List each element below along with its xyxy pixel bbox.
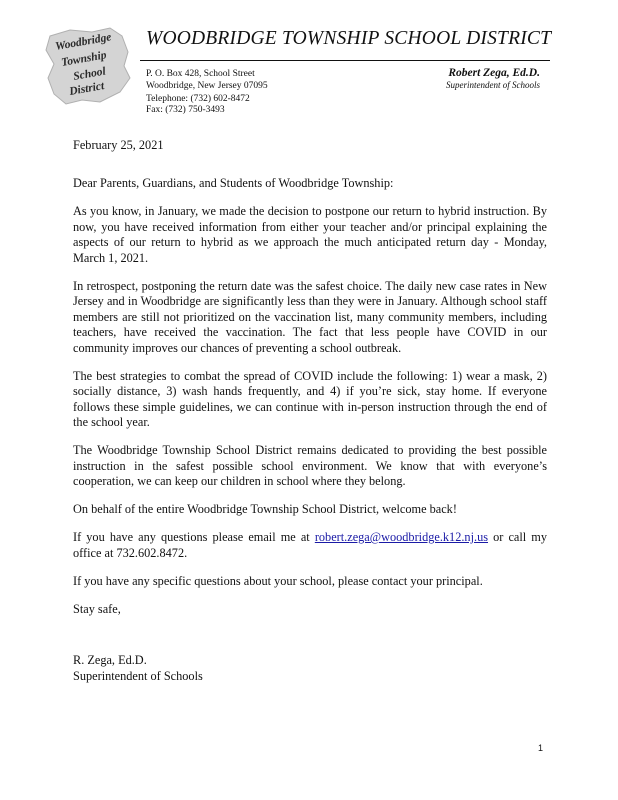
superintendent-block [446, 67, 540, 91]
address-line-2: Woodbridge, New Jersey 07095 [146, 81, 268, 91]
contact-text-after: or call my office at 732.602.8472. [73, 530, 547, 560]
contact-text-before: If you have any questions please email me at [73, 530, 315, 544]
letter-date: February 25, 2021 [73, 138, 164, 152]
page-number: 1 [538, 743, 544, 753]
superintendent-name: Robert Zega, Ed.D. [448, 67, 540, 79]
telephone: Telephone: (732) 602-8472 [146, 94, 250, 104]
signature-title: Superintendent of Schools [73, 668, 203, 683]
signature-block [73, 653, 547, 684]
letter-greeting: Dear Parents, Guardians, and Students of Woodbridge Township: [73, 175, 394, 190]
paragraph-retrospect: In retrospect, postponing the return date was the safest choice. The daily new case rates in New Jersey and in Woodbridge are significantly less than they were in January. Although school staff members are still not prioritized on the vaccination list, many community members, including teachers, have received the vaccination. The fact that less people have COVID in our community improves our chances of preventing a school outbreak. [73, 278, 547, 355]
paragraph-strategies: The best strategies to combat the spread of COVID include the following: 1) wear a mask, 2) socially distance, 3) wash hands frequently, and 4) if you’re sick, stay home. If everyone follows these simple guidelines, we can continue with in-person instruction through the end of the school year. [73, 368, 547, 429]
paragraph-school-questions: If you have any specific questions about your school, please contact your principal. [73, 573, 483, 588]
district-phones [146, 94, 250, 116]
letterhead-rule [140, 60, 550, 61]
paragraph-dedication: The Woodbridge Township School District remains dedicated to providing the best possible instruction in the safest possible school environment. We know that with everyone’s cooperation, we can keep our children in school where they belong. [73, 443, 547, 488]
logo-line-3: School [72, 65, 107, 83]
address-line-1: P. O. Box 428, School Street [146, 69, 255, 79]
paragraph-return-hybrid: As you know, in January, we made the decision to postpone our return to hybrid instruction. By now, you have received information from either your teacher and/or principal explaining the aspects of our return to hybrid as we approach the much anticipated return day - Monday, March 1, 2021. [73, 204, 547, 265]
district-address [146, 68, 268, 92]
paragraph-welcome: On behalf of the entire Woodbridge Township School District, welcome back! [73, 502, 457, 516]
fax: Fax: (732) 750-3493 [146, 105, 225, 115]
district-logo [40, 22, 135, 107]
logo-line-4: District [68, 80, 106, 98]
email-link[interactable]: robert.zega@woodbridge.k12.nj.us [314, 530, 489, 544]
letter-body [73, 138, 547, 684]
paragraph-contact [73, 530, 547, 561]
logo-line-1: Woodbridge [54, 31, 113, 53]
signature-name: R. Zega, Ed.D. [73, 653, 147, 667]
district-name: WOODBRIDGE TOWNSHIP SCHOOL DISTRICT [146, 28, 552, 49]
superintendent-title: Superintendent of Schools [446, 80, 540, 90]
letterhead [0, 0, 618, 120]
logo-line-2: Township [60, 49, 108, 69]
letter-closing: Stay safe, [73, 601, 121, 616]
